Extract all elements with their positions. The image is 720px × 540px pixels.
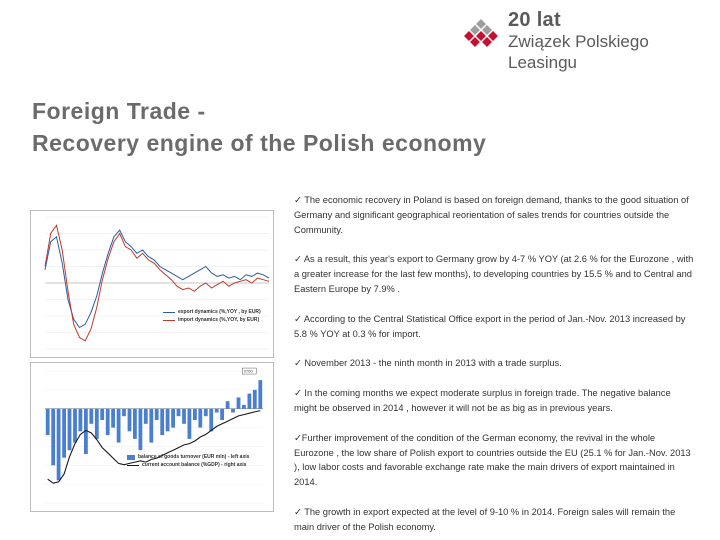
bullet-item: ✓ As a result, this year's export to Germany grow by 4-7 % YOY (at 2.6 % for the Eurozone , with a greater increase for the last few months), to developing countries by 15.5 % and to Central and Eastern Europe by 7.9% . — [294, 254, 694, 294]
legend-swatch-export — [163, 312, 175, 313]
bar — [111, 409, 115, 428]
trade-dynamics-chart — [30, 210, 274, 358]
title-line-1: Foreign Trade - — [32, 98, 206, 124]
chart2-legend — [127, 454, 257, 470]
bar — [258, 380, 262, 409]
bar — [128, 409, 132, 432]
bar — [209, 409, 213, 432]
bullet-item: ✓ According to the Central Statistical Office export in the period of Jan.-Nov. 2013 increased by 5.8 % YOY at 0.3 % for import. — [294, 313, 686, 339]
bar — [237, 397, 241, 408]
bar — [122, 409, 126, 417]
logo-mark-icon — [460, 14, 502, 58]
bar — [220, 409, 224, 420]
bar — [182, 409, 186, 424]
legend-swatch-balance — [127, 455, 135, 460]
legend-item-export — [163, 309, 268, 315]
bar — [193, 409, 197, 420]
legend-item-balance — [127, 454, 257, 460]
bullet-item: ✓ November 2013 - the ninth month in 2013 with a trade surplus. — [294, 358, 562, 369]
trade-balance-plot — [31, 363, 275, 513]
bullet-item: ✓ The growth in export expected at the level of 9-10 % in 2014. Foreign sales will remain the main driver of the Polish economy. — [294, 506, 676, 532]
bar — [100, 409, 104, 420]
logo-subtitle-2: Leasingu — [508, 53, 578, 72]
logo-title: 20 lat — [508, 9, 561, 31]
bar — [46, 409, 50, 435]
legend-item-current-account — [127, 462, 257, 468]
logo — [460, 10, 710, 80]
bar — [79, 409, 83, 432]
bar — [144, 409, 148, 424]
bar — [171, 409, 175, 428]
bullet-item: ✓ In the coming months we expect moderate surplus in foreign trade. The negative balance might be observed in 2014 , however it will not be as big as in previous years. — [294, 388, 671, 413]
bar — [95, 409, 99, 439]
bar — [242, 405, 246, 409]
bar — [204, 409, 208, 417]
trade-balance-chart — [30, 362, 274, 512]
bar — [248, 394, 252, 409]
annotation-label: 0760 — [243, 368, 253, 374]
bar — [231, 409, 235, 413]
logo-subtitle: Związek Polskiego — [508, 32, 649, 51]
chart1-legend — [163, 309, 268, 325]
page-title — [32, 95, 486, 159]
bar — [106, 409, 110, 435]
trade-dynamics-plot — [31, 211, 275, 359]
bar — [149, 409, 153, 443]
title-line-2: Recovery engine of the Polish economy — [32, 130, 487, 156]
legend-swatch-import — [163, 320, 175, 321]
legend-label-balance: balance of goods turnover (EUR mln) - left axis — [138, 454, 250, 460]
bar — [253, 390, 257, 409]
bar — [68, 409, 72, 451]
legend-label-current-account: current account balance (%GDP) - right axis — [142, 462, 247, 468]
bar — [62, 409, 66, 458]
bar — [51, 409, 55, 466]
bar — [57, 409, 61, 481]
bar — [226, 401, 230, 409]
bar — [73, 409, 77, 443]
bar — [117, 409, 121, 443]
bar — [215, 409, 219, 413]
bar — [155, 409, 159, 420]
bar — [198, 409, 202, 428]
bar — [89, 409, 93, 424]
bullet-item: ✓Further improvement of the condition of the German economy, the revival in the whole Eurozone , the low share of Polish export to countries outside the EU (25.1 % for Jan.-Nov. 2013 ), low labor costs and favorable exchange rate make the main drivers of export maintained in 2014. — [294, 432, 691, 488]
bar — [177, 409, 181, 417]
bullet-list — [294, 193, 694, 535]
bar — [139, 409, 143, 451]
legend-item-import — [163, 317, 268, 323]
legend-swatch-current-account — [127, 465, 139, 466]
bar — [188, 409, 192, 439]
bar — [133, 409, 137, 439]
legend-label-export: export dynamics (%,YOY , by EUR) — [178, 309, 261, 315]
bar — [160, 409, 164, 435]
legend-label-import: import dynamics (%,YOY, by EUR) — [178, 317, 260, 323]
bullet-item: ✓ The economic recovery in Poland is based on foreign demand, thanks to the good situation of Germany and significant geographical reorientation of sales trends for countries outside the Community. — [294, 195, 689, 235]
bar — [166, 409, 170, 432]
